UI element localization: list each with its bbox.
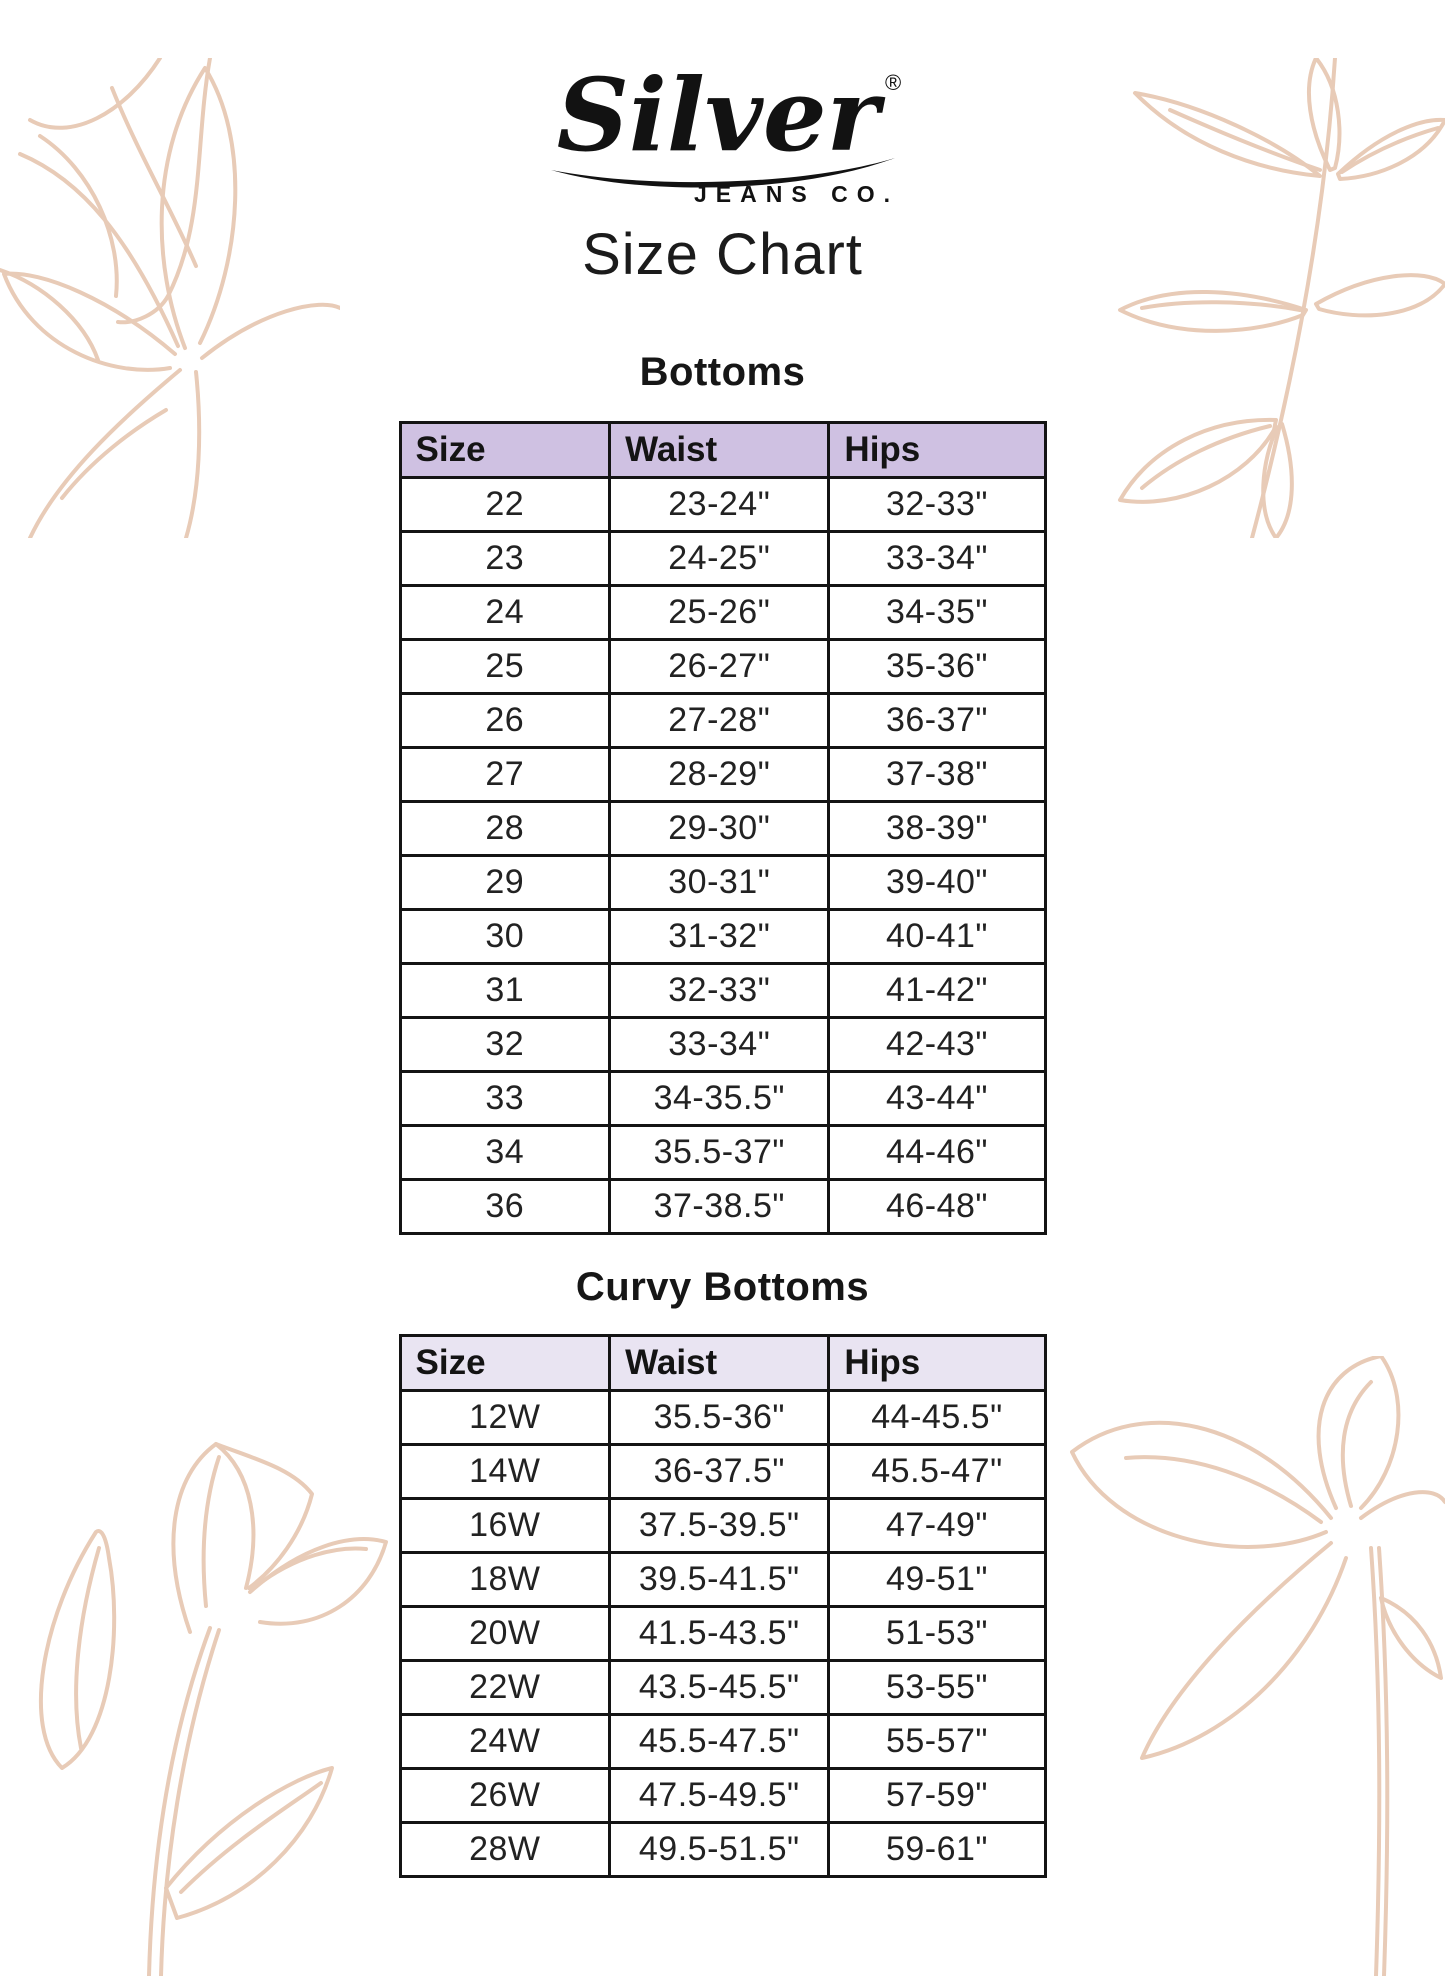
table-cell: 23 bbox=[400, 532, 610, 586]
table-row bbox=[400, 1018, 1045, 1072]
registered-trademark-mark: ® bbox=[884, 70, 901, 95]
table-cell: 37.5-39.5" bbox=[610, 1499, 829, 1553]
table-cell: 35.5-37" bbox=[610, 1126, 829, 1180]
page-header bbox=[0, 58, 1445, 288]
table-cell: 33-34" bbox=[610, 1018, 829, 1072]
table-row bbox=[400, 802, 1045, 856]
table-cell: 32 bbox=[400, 1018, 610, 1072]
curvy-bottoms-section bbox=[0, 1265, 1445, 1878]
column-header-size: Size bbox=[400, 1336, 610, 1391]
column-header-hips: Hips bbox=[829, 1336, 1045, 1391]
table-row bbox=[400, 1391, 1045, 1445]
table-cell: 32-33" bbox=[829, 478, 1045, 532]
bottoms-section-title: Bottoms bbox=[639, 350, 806, 394]
table-cell: 32-33" bbox=[610, 964, 829, 1018]
table-cell: 43.5-45.5" bbox=[610, 1661, 829, 1715]
table-cell: 26-27" bbox=[610, 640, 829, 694]
table-cell: 35-36" bbox=[829, 640, 1045, 694]
column-header-size: Size bbox=[400, 423, 610, 478]
table-cell: 42-43" bbox=[829, 1018, 1045, 1072]
table-cell: 33 bbox=[400, 1072, 610, 1126]
table-cell: 30-31" bbox=[610, 856, 829, 910]
table-cell: 24 bbox=[400, 586, 610, 640]
table-row bbox=[400, 586, 1045, 640]
table-cell: 45.5-47.5" bbox=[610, 1715, 829, 1769]
table-cell: 27 bbox=[400, 748, 610, 802]
table-cell: 55-57" bbox=[829, 1715, 1045, 1769]
table-cell: 28 bbox=[400, 802, 610, 856]
curvy-bottoms-section-title: Curvy Bottoms bbox=[575, 1265, 870, 1309]
table-header-row bbox=[400, 423, 1045, 478]
table-cell: 44-45.5" bbox=[829, 1391, 1045, 1445]
table-cell: 25-26" bbox=[610, 586, 829, 640]
table-cell: 49-51" bbox=[829, 1553, 1045, 1607]
table-cell: 20W bbox=[400, 1607, 610, 1661]
table-row bbox=[400, 1445, 1045, 1499]
table-row bbox=[400, 1769, 1045, 1823]
table-cell: 40-41" bbox=[829, 910, 1045, 964]
table-cell: 41-42" bbox=[829, 964, 1045, 1018]
table-cell: 27-28" bbox=[610, 694, 829, 748]
brand-subtitle: JEANS CO. bbox=[693, 181, 899, 207]
table-cell: 36 bbox=[400, 1180, 610, 1234]
brand-name: Silver bbox=[556, 58, 879, 174]
table-row bbox=[400, 1180, 1045, 1234]
table-row bbox=[400, 532, 1045, 586]
table-cell: 47-49" bbox=[829, 1499, 1045, 1553]
table-cell: 31-32" bbox=[610, 910, 829, 964]
table-cell: 34-35.5" bbox=[610, 1072, 829, 1126]
table-row bbox=[400, 1607, 1045, 1661]
table-cell: 34 bbox=[400, 1126, 610, 1180]
table-cell: 36-37.5" bbox=[610, 1445, 829, 1499]
table-cell: 39-40" bbox=[829, 856, 1045, 910]
table-row bbox=[400, 748, 1045, 802]
column-header-waist: Waist bbox=[610, 423, 829, 478]
table-cell: 12W bbox=[400, 1391, 610, 1445]
table-row bbox=[400, 1553, 1045, 1607]
curvy-bottoms-size-table bbox=[399, 1334, 1047, 1878]
table-row bbox=[400, 910, 1045, 964]
table-cell: 22 bbox=[400, 478, 610, 532]
table-cell: 59-61" bbox=[829, 1823, 1045, 1877]
table-row bbox=[400, 1126, 1045, 1180]
table-cell: 24W bbox=[400, 1715, 610, 1769]
table-cell: 44-46" bbox=[829, 1126, 1045, 1180]
table-cell: 31 bbox=[400, 964, 610, 1018]
table-cell: 51-53" bbox=[829, 1607, 1045, 1661]
table-cell: 26 bbox=[400, 694, 610, 748]
column-header-waist: Waist bbox=[610, 1336, 829, 1391]
table-cell: 49.5-51.5" bbox=[610, 1823, 829, 1877]
table-cell: 33-34" bbox=[829, 532, 1045, 586]
bottoms-size-table bbox=[399, 421, 1047, 1235]
table-row bbox=[400, 1661, 1045, 1715]
table-header-row bbox=[400, 1336, 1045, 1391]
table-cell: 24-25" bbox=[610, 532, 829, 586]
table-cell: 35.5-36" bbox=[610, 1391, 829, 1445]
table-cell: 28-29" bbox=[610, 748, 829, 802]
table-cell: 23-24" bbox=[610, 478, 829, 532]
table-cell: 57-59" bbox=[829, 1769, 1045, 1823]
page-title: Size Chart bbox=[582, 222, 863, 287]
table-row bbox=[400, 1072, 1045, 1126]
table-cell: 45.5-47" bbox=[829, 1445, 1045, 1499]
table-cell: 18W bbox=[400, 1553, 610, 1607]
table-cell: 25 bbox=[400, 640, 610, 694]
table-cell: 47.5-49.5" bbox=[610, 1769, 829, 1823]
table-row bbox=[400, 1823, 1045, 1877]
table-cell: 53-55" bbox=[829, 1661, 1045, 1715]
table-row bbox=[400, 1715, 1045, 1769]
table-cell: 16W bbox=[400, 1499, 610, 1553]
table-cell: 46-48" bbox=[829, 1180, 1045, 1234]
table-row bbox=[400, 964, 1045, 1018]
table-cell: 36-37" bbox=[829, 694, 1045, 748]
table-row bbox=[400, 478, 1045, 532]
table-row bbox=[400, 694, 1045, 748]
table-cell: 41.5-43.5" bbox=[610, 1607, 829, 1661]
table-cell: 28W bbox=[400, 1823, 610, 1877]
table-cell: 43-44" bbox=[829, 1072, 1045, 1126]
table-cell: 26W bbox=[400, 1769, 610, 1823]
table-row bbox=[400, 1499, 1045, 1553]
table-cell: 29 bbox=[400, 856, 610, 910]
table-cell: 29-30" bbox=[610, 802, 829, 856]
table-cell: 14W bbox=[400, 1445, 610, 1499]
table-row bbox=[400, 640, 1045, 694]
brand-logo bbox=[533, 58, 913, 213]
table-cell: 37-38" bbox=[829, 748, 1045, 802]
table-row bbox=[400, 856, 1045, 910]
table-cell: 38-39" bbox=[829, 802, 1045, 856]
table-cell: 39.5-41.5" bbox=[610, 1553, 829, 1607]
table-cell: 30 bbox=[400, 910, 610, 964]
table-cell: 37-38.5" bbox=[610, 1180, 829, 1234]
column-header-hips: Hips bbox=[829, 423, 1045, 478]
table-cell: 22W bbox=[400, 1661, 610, 1715]
bottoms-section bbox=[0, 350, 1445, 1235]
table-cell: 34-35" bbox=[829, 586, 1045, 640]
